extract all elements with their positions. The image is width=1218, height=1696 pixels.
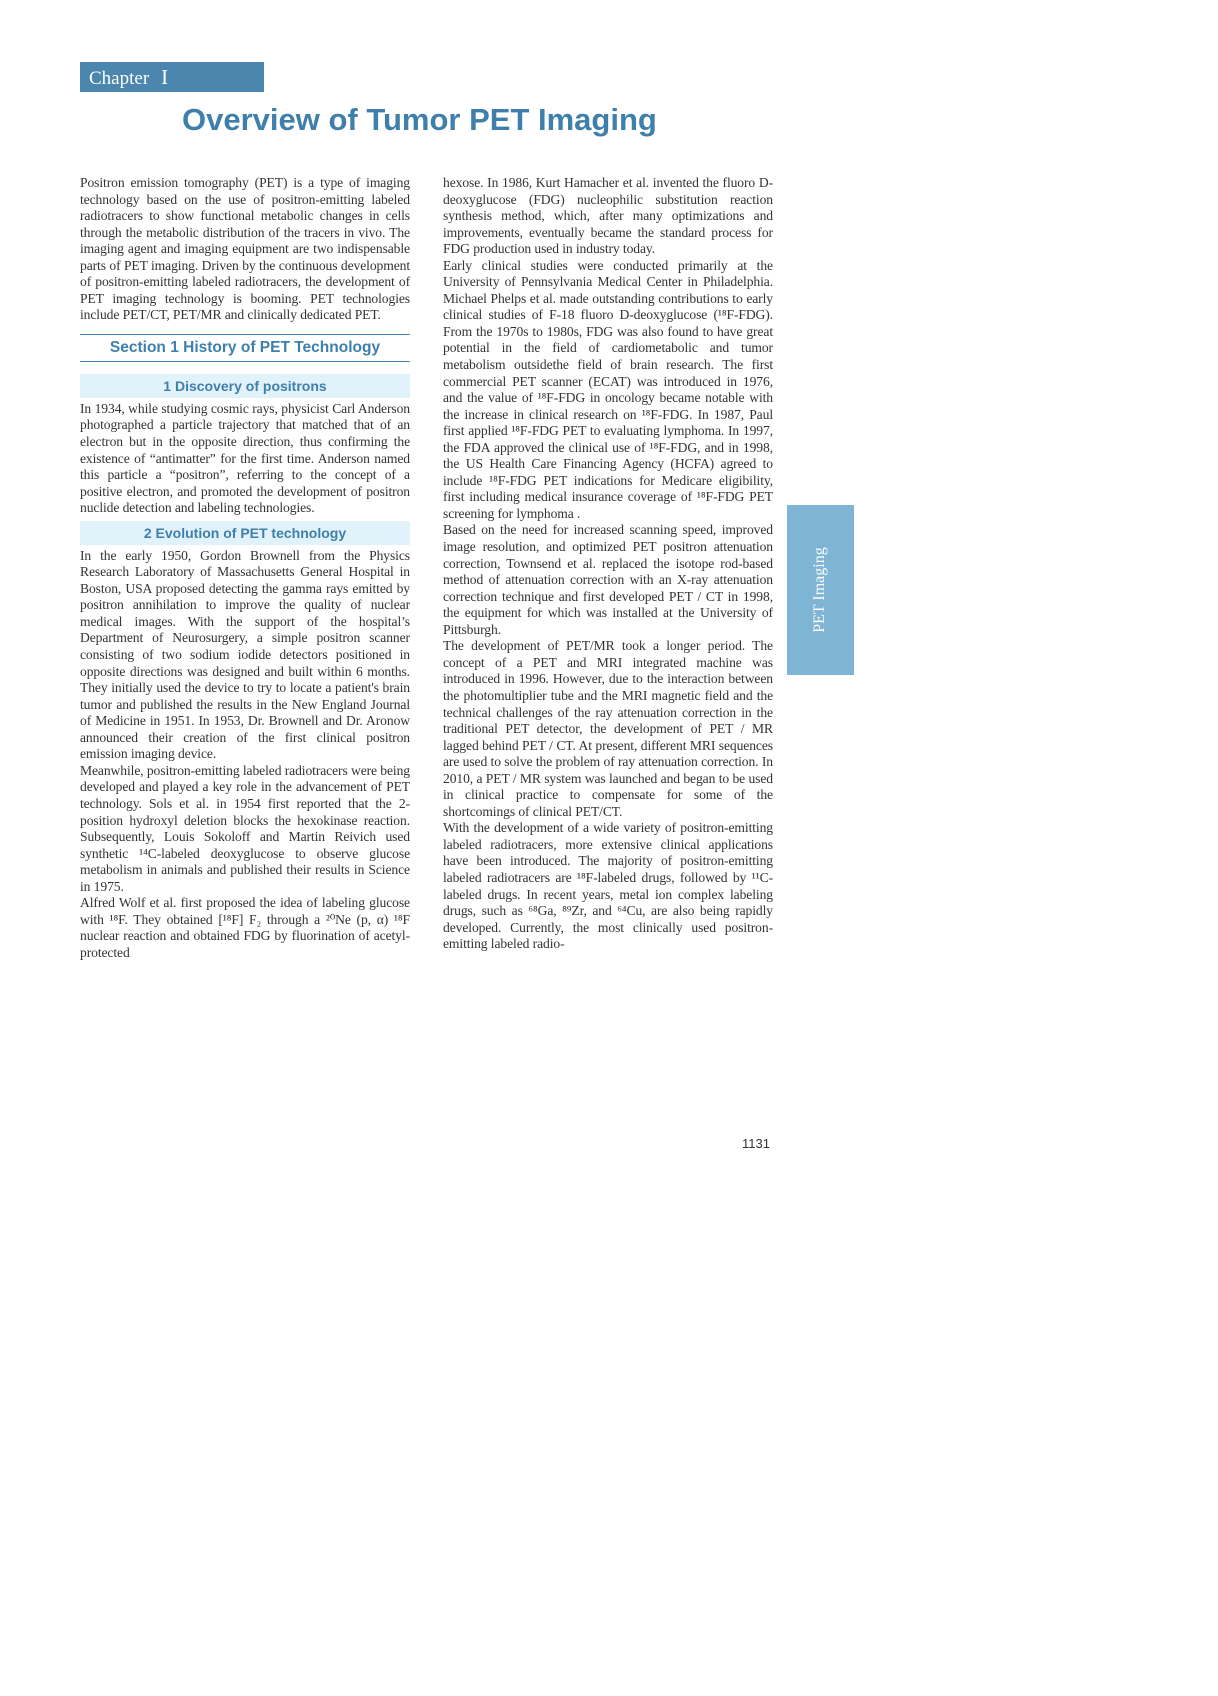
- paragraph-wolf: Alfred Wolf et al. first proposed the idea of labeling glucose with ¹⁸F. They obtained [¹⁸F] F₂ through a ²⁰Ne (p, α) ¹⁸F nuclear reaction and obtained FDG by fluorination of acetyl-protected: [80, 895, 410, 960]
- chapter-label: Chapter: [89, 68, 150, 89]
- subsection-heading-positrons: 1 Discovery of positrons: [80, 374, 410, 398]
- intro-paragraph: Positron emission tomography (PET) is a type of imaging technology based on the use of positron-emitting labeled radiotracers to show functional metabolic changes in cells through the metabolic distribution of the tracers in vivo. The imaging agent and imaging equipment are two indispensable parts of PET imaging. Driven by the continuous development of positron-emitting labeled radiotracers, the development of PET imaging technology is booming. PET technologies include PET/CT, PET/MR and clinically dedicated PET.: [80, 175, 410, 323]
- paragraph-hamacher: hexose. In 1986, Kurt Hamacher et al. invented the fluoro D-deoxyglucose (FDG) nucleophilic substitution reaction synthesis method, which, after many optimizations and improvements, eventually became the standard process for FDG production used in industry today.: [443, 175, 773, 257]
- subsection-heading-evolution: 2 Evolution of PET technology: [80, 521, 410, 545]
- side-tab-label: PET Imaging: [811, 547, 828, 633]
- paragraph-radiotracer-variety: With the development of a wide variety of positron-emitting labeled radiotracers, more extensive clinical applications have been introduced. The majority of positron-emitting labeled radiotracers are ¹⁸F-labeled drugs, followed by ¹¹C-labeled drugs. In recent years, metal ion complex labeling drugs, such as ⁶⁸Ga, ⁸⁹Zr, and ⁶⁴Cu, are also being rapidly developed. Currently, the most clinically used positron-emitting labeled radio-: [443, 820, 773, 952]
- chapter-number: I: [161, 65, 169, 89]
- paragraph-positrons: In 1934, while studying cosmic rays, physicist Carl Anderson photographed a particle trajectory that matched that of an electron but in the opposite direction, thus confirming the existence of “antimatter” for the first time. Anderson named this particle a “positron”, referring to the concept of a positive electron, and promoted the development of positron nuclide detection and labeling technologies.: [80, 400, 410, 516]
- page-title: Overview of Tumor PET Imaging: [182, 102, 657, 137]
- right-column: [443, 175, 773, 953]
- left-column: [80, 175, 410, 961]
- side-tab: [787, 505, 854, 675]
- section-heading: Section 1 History of PET Technology: [80, 334, 410, 362]
- paragraph-early-clinical: Early clinical studies were conducted primarily at the University of Pennsylvania Medical Center in Philadelphia. Michael Phelps et al. made outstanding contributions to early clinical studies of F-18 fluoro D-deoxyglucose (¹⁸F-FDG). From the 1970s to 1980s, FDG was also found to have great potential in the field of cardiometabolic and tumor metabolism outsidethe field of brain research. The first commercial PET scanner (ECAT) was introduced in 1976, and the value of ¹⁸F-FDG in oncology became notable with the increase in clinical research on ¹⁸F-FDG. In 1987, Paul first applied ¹⁸F-FDG PET to evaluating lymphoma. In 1997, the FDA approved the clinical use of ¹⁸F-FDG, and in 1998, the US Health Care Financing Agency (HCFA) agreed to include ¹⁸F-FDG PET indications for Medicare eligibility, first including medical insurance coverage of ¹⁸F-FDG PET screening for lymphoma .: [443, 257, 773, 521]
- paragraph-brownell: In the early 1950, Gordon Brownell from the Physics Research Laboratory of Massachusetts General Hospital in Boston, USA proposed detecting the gamma rays emitted by positron annihilation to improve the quality of nuclear medical images. With the support of the hospital’s Department of Neurosurgery, a simple positron scanner consisting of two sodium iodide detectors positioned in opposite directions was designed and built within 6 months. They initially used the device to try to locate a patient's brain tumor and published the results in the New England Journal of Medicine in 1951. In 1953, Dr. Brownell and Dr. Aronow announced their creation of the first clinical positron emission imaging device.: [80, 547, 410, 762]
- page-number: 1131: [742, 1136, 770, 1151]
- paragraph-radiotracers: Meanwhile, positron-emitting labeled radiotracers were being developed and played a key role in the advancement of PET technology. Sols et al. in 1954 first reported that the 2-position hydroxyl deletion blocks the hexokinase reaction. Subsequently, Louis Sokoloff and Martin Reivich used synthetic ¹⁴C-labeled deoxyglucose to observe glucose metabolism in animals and published their results in Science in 1975.: [80, 762, 410, 894]
- paragraph-pet-mr: The development of PET/MR took a longer period. The concept of a PET and MRI integrated machine was introduced in 1996. However, due to the interaction between the photomultiplier tube and the MRI magnetic field and the technical challenges of the ray attenuation correction in the traditional PET detector, the development of PET / MR lagged behind PET / CT. At present, different MRI sequences are used to solve the problem of ray attenuation correction. In 2010, a PET / MR system was launched and began to be used in clinical practice to compensate for some of the shortcomings of clinical PET/CT.: [443, 638, 773, 819]
- chapter-label-box: [80, 62, 264, 92]
- paragraph-pet-ct: Based on the need for increased scanning speed, improved image resolution, and optimized PET positron attenuation correction, Townsend et al. replaced the isotope rod-based method of attenuation correction with an X-ray attenuation correction technique and first developed PET / CT in 1998, the equipment for which was installed at the University of Pittsburgh.: [443, 522, 773, 637]
